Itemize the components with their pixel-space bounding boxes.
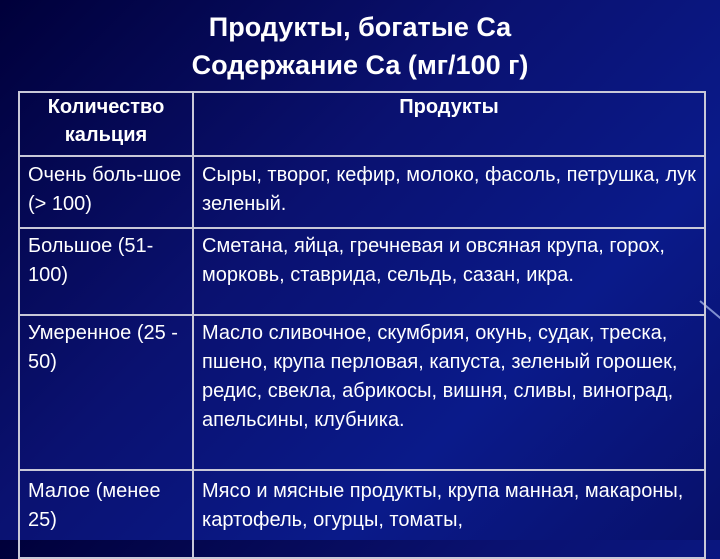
table-row: [19, 470, 705, 558]
header-products: Продукты: [193, 92, 705, 156]
slide-title: [0, 8, 720, 84]
header-calcium-amount: Количество кальция: [19, 92, 193, 156]
calcium-amount-cell: Умеренное (25 - 50): [19, 315, 193, 470]
products-cell: Сыры, творог, кефир, молоко, фасоль, петрушка, лук зеленый.: [193, 156, 705, 228]
table-row: [19, 228, 705, 315]
calcium-amount-cell: Очень боль-шое (> 100): [19, 156, 193, 228]
table-row: [19, 156, 705, 228]
products-cell: Мясо и мясные продукты, крупа манная, макароны, картофель, огурцы, томаты,: [193, 470, 705, 558]
table-row: [19, 315, 705, 470]
table-header-row: [19, 92, 705, 156]
calcium-amount-cell: Малое (менее 25): [19, 470, 193, 558]
calcium-amount-cell: Большое (51-100): [19, 228, 193, 315]
calcium-products-table: [18, 91, 706, 559]
slide-title-line-1: Продукты, богатые Са: [208, 12, 512, 42]
products-cell: Масло сливочное, скумбрия, окунь, судак, треска, пшено, крупа перловая, капуста, зеленый горошек, редис, свекла, абрикосы, вишня, сливы, виноград, апельсины, клубника.: [193, 315, 705, 470]
products-cell: Сметана, яйца, гречневая и овсяная крупа, горох, морковь, ставрида, сельдь, сазан, икра.: [193, 228, 705, 315]
slide-title-line-2: Содержание Са (мг/100 г): [191, 50, 529, 80]
